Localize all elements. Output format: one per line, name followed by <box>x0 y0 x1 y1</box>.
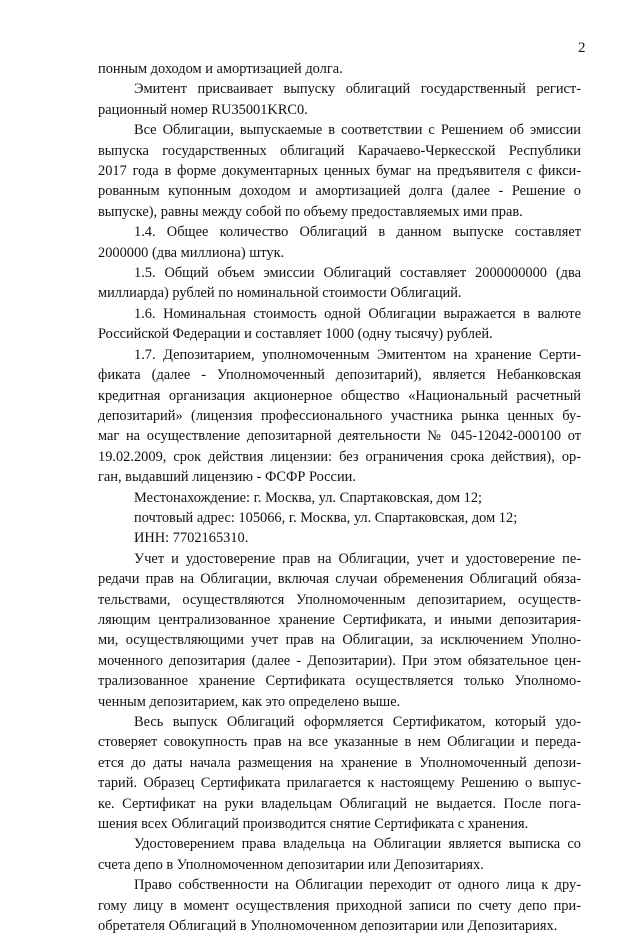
paragraph <box>98 528 581 548</box>
text-line: Местонахождение: г. Москва, ул. Спартаковская, дом 12; <box>134 489 483 506</box>
text-line: понным доходом и амортизацией долга. <box>98 61 343 77</box>
paragraph <box>98 304 581 345</box>
text-line: рационный номер RU35001KRC0. <box>98 101 308 118</box>
text-line: маг на осуществление депозитарной деятельности № 045-12042-000100 от <box>98 428 581 445</box>
text-line: 1.6. Номинальная стоимость одной Облигации выражается в валюте <box>134 305 581 322</box>
paragraph <box>98 488 581 508</box>
text-line: шения всех Облигаций производится снятие Сертификата с хранения. <box>98 816 529 833</box>
text-line: стоверяет совокупность прав на все указанные в нем Облигации и переда- <box>98 734 581 751</box>
paragraph <box>98 345 581 488</box>
text-line: ченным депозитарием, как это определено выше. <box>98 693 401 710</box>
text-line: кредитная организация акционерное общество «Национальный расчетный <box>98 387 581 404</box>
text-line: 2017 года в форме документарных ценных бумаг на предъявителя с фикси- <box>98 163 581 180</box>
text-line: ляющим централизованное хранение Сертификата, и иными депозитария- <box>98 611 581 628</box>
text-line: ется до даты начала размещения на хранение в Уполномоченный депози- <box>98 754 581 771</box>
text-line: Весь выпуск Облигаций оформляется Сертификатом, который удо- <box>134 714 581 730</box>
text-line: ган, выдавший лицензию - ФСФР России. <box>98 469 356 486</box>
document-body <box>98 59 581 936</box>
text-line: счета депо в Уполномоченном депозитарии или Депозитариях. <box>98 856 484 873</box>
paragraph <box>98 79 581 120</box>
text-line: моченного депозитария (далее - Депозитарии). При этом обязательное цен- <box>98 652 581 669</box>
text-line: Учет и удостоверение прав на Облигации, учет и удостоверение пе- <box>134 550 581 567</box>
text-line: обретателя Облигаций в Уполномоченном депозитарии или Депозитариях. <box>98 918 558 935</box>
paragraph <box>98 549 581 712</box>
text-line: Удостоверением права владельца на Облигации является выписка со <box>134 836 581 853</box>
text-line: тарий. Образец Сертификата прилагается к настоящему Решению о выпус- <box>98 775 581 792</box>
text-line: выпуске), равны между собой по объему предоставляемых ими прав. <box>98 203 523 220</box>
text-line: тельствами, осуществляются Уполномоченным депозитарием, осуществ- <box>98 591 581 608</box>
paragraph <box>98 875 581 936</box>
text-line: Российской Федерации и составляет 1000 (одну тысячу) рублей. <box>98 326 493 343</box>
text-line: 2000000 (два миллиона) штук. <box>98 244 285 261</box>
text-line: 19.02.2009, срок действия лицензии: без ограничения срока действия), ор- <box>98 448 581 465</box>
paragraph <box>98 120 581 222</box>
text-line: почтовый адрес: 105066, г. Москва, ул. Спартаковская, дом 12; <box>134 509 518 526</box>
text-line: гому лицу в момент осуществления приходной записи по счету депо при- <box>98 897 581 914</box>
paragraph <box>98 712 581 834</box>
text-line: фиката (далее - Уполномоченный депозитарий), является Небанковская <box>98 367 581 384</box>
text-line: рованным купонным доходом и амортизацией долга (далее - Решение о <box>98 183 581 200</box>
text-line: ке. Сертификат на руки владельцам Облигаций не выдается. После пога- <box>98 795 581 812</box>
paragraph <box>98 834 581 875</box>
paragraph <box>98 263 581 304</box>
text-line: ми, осуществляющими учет прав на Облигации, за исключением Уполно- <box>98 632 581 649</box>
text-line: депозитарий» (лицензия профессионального участника рынка ценных бу- <box>98 407 581 424</box>
text-line: 1.7. Депозитарием, уполномоченным Эмитентом на хранение Серти- <box>134 346 581 363</box>
text-line: 1.4. Общее количество Облигаций в данном выпуске составляет <box>134 224 581 241</box>
text-line: трализованное хранение Сертификата осуществляется только Уполномо- <box>98 673 581 690</box>
paragraph <box>98 222 581 263</box>
text-line: редачи прав на Облигации, включая случаи обременения Облигаций обяза- <box>98 571 581 588</box>
paragraph <box>98 59 581 79</box>
paragraph <box>98 508 581 528</box>
page-number: 2 <box>578 40 586 56</box>
text-line: Эмитент присваивает выпуску облигаций государственный регист- <box>134 81 581 98</box>
text-line: миллиарда) рублей по номинальной стоимости Облигаций. <box>98 285 462 302</box>
text-line: 1.5. Общий объем эмиссии Облигаций составляет 2000000000 (два <box>134 265 581 282</box>
text-line: Право собственности на Облигации переходит от одного лица к дру- <box>134 877 581 894</box>
text-line: Все Облигации, выпускаемые в соответствии с Решением об эмиссии <box>134 122 581 139</box>
text-line: выпуска государственных облигаций Карачаево-Черкесской Республики <box>98 142 581 159</box>
text-line: ИНН: 7702165310. <box>134 530 249 547</box>
